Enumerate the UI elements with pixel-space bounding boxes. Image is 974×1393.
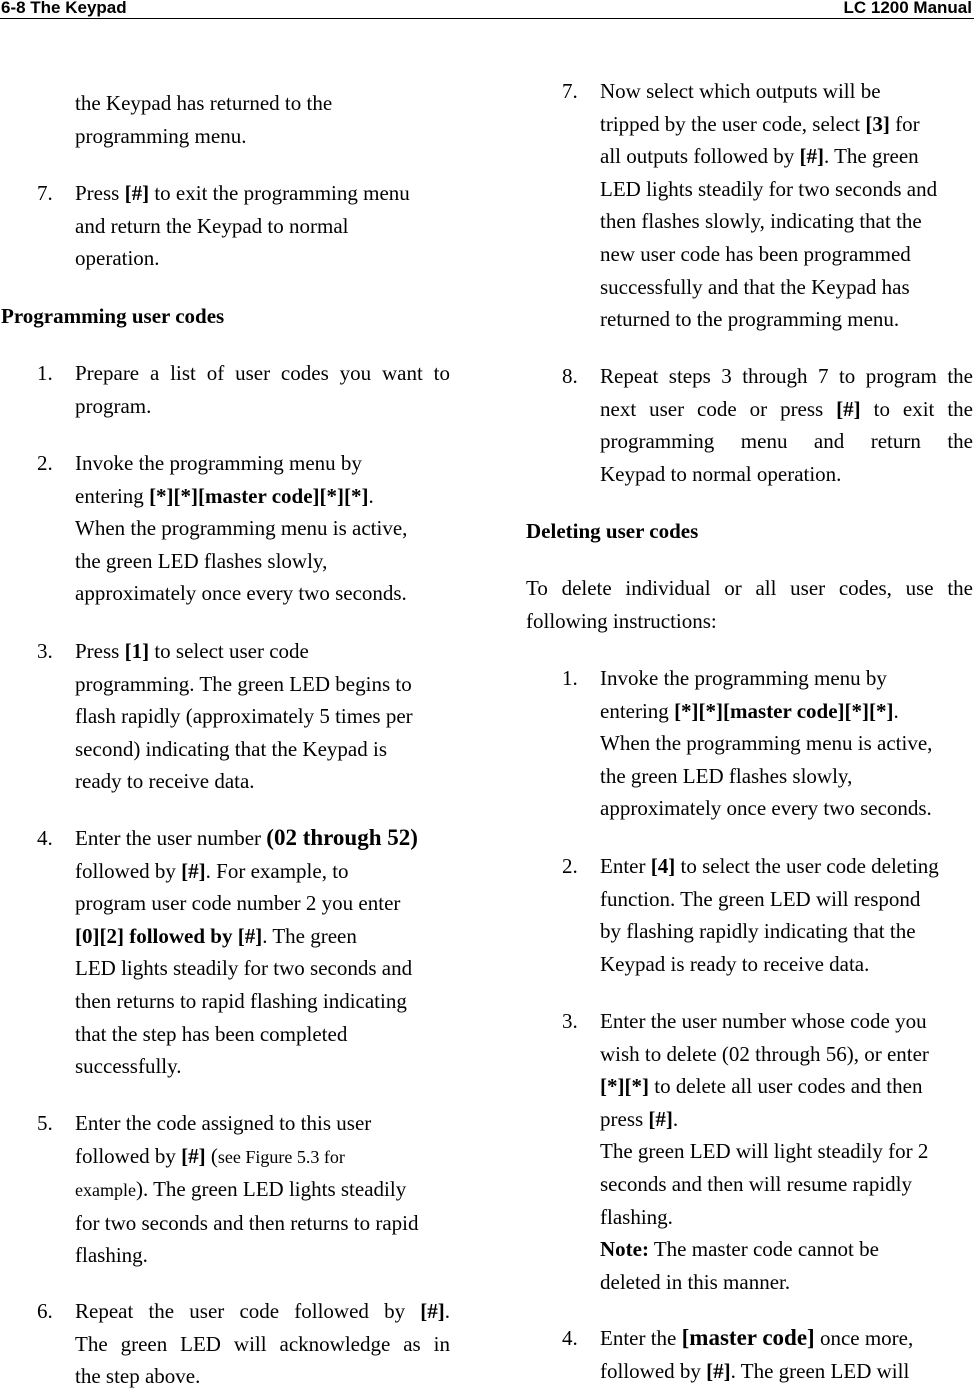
step-number: 7. <box>562 79 578 103</box>
page-header <box>0 0 974 19</box>
step-number: 4. <box>562 1326 578 1350</box>
list-item-enter-master-code: Enter the [master code] once more, followed by [#]. The green LED will <box>600 1325 914 1383</box>
list-item-repeat-steps: Repeat steps 3 through 7 to program the next user code or press [#] to exit the programming menu and return the Keypad to normal operation. <box>600 364 973 486</box>
step-number: 7. <box>37 181 53 205</box>
list-item-select-outputs: Now select which outputs will be tripped by the user code, select [3] for all outputs followed by [#]. The green LED lights steadily for two seconds and then flashes slowly, indicating that the new user code has been programmed successfully and that the Keypad has returned to the programming menu. <box>600 79 938 332</box>
step-number: 2. <box>562 854 578 878</box>
step-number: 8. <box>562 364 578 388</box>
step-number: 4. <box>37 826 53 850</box>
list-item-delete-user: Enter the user number whose code you wish to delete (02 through 56), or enter [*][*] to delete all user codes and then press [#]. The green LED will light steadily for 2 seconds and then will resume rapidly flashing. Note: The master code cannot be deleted in this manner. <box>600 1009 929 1294</box>
continued-text: the Keypad has returned to the programming menu. <box>75 91 333 148</box>
list-item-prepare: Prepare a list of user codes you want to program. <box>75 361 450 418</box>
step-number: 6. <box>37 1299 53 1323</box>
list-item-invoke-menu-delete: Invoke the programming menu by entering [*][*][master code][*][*]. When the programming menu is active, the green LED flashes slowly, approximately once every two seconds. <box>600 666 933 821</box>
list-item-invoke-menu: Invoke the programming menu by entering [*][*][master code][*][*]. When the programming menu is active, the green LED flashes slowly, approximately once every two seconds. <box>75 451 408 606</box>
step-number: 3. <box>562 1009 578 1033</box>
list-item-enter-user-number: Enter the user number (02 through 52) followed by [#]. For example, to program user code number 2 you enter [0][2] followed by [#]. The green LED lights steadily for two seconds and then returns to rapid flashing indicating that the step has been completed successfully. <box>75 825 418 1079</box>
list-item-select-deleting: Enter [4] to select the user code deleting function. The green LED will respond by flashing rapidly indicating that the Keypad is ready to receive data. <box>600 854 939 976</box>
list-item-repeat: Repeat the user code followed by [#]. The green LED will acknowledge as in the step above. <box>75 1299 450 1389</box>
list-item-enter-code: Enter the code assigned to this user followed by [#] (see Figure 5.3 for example). The green LED lights steadily for two seconds and then returns to rapid flashing. <box>75 1111 419 1268</box>
section-heading-programming: Programming user codes <box>1 304 225 328</box>
step-number: 1. <box>562 666 578 690</box>
step-number: 3. <box>37 639 53 663</box>
deleting-intro: To delete individual or all user codes, use the following instructions: <box>526 576 973 633</box>
step-number: 2. <box>37 451 53 475</box>
header-manual-title: LC 1200 Manual <box>843 0 972 17</box>
step-number: 1. <box>37 361 53 385</box>
list-item-select-programming: Press [1] to select user code programming. The green LED begins to flash rapidly (approximately 5 times per second) indicating that the Keypad is ready to receive data. <box>75 639 413 794</box>
header-section-title: 6-8 The Keypad <box>1 0 127 17</box>
step-7-exit: Press [#] to exit the programming menu and return the Keypad to normal operation. <box>75 181 410 271</box>
section-heading-deleting: Deleting user codes <box>526 519 699 543</box>
step-number: 5. <box>37 1111 53 1135</box>
